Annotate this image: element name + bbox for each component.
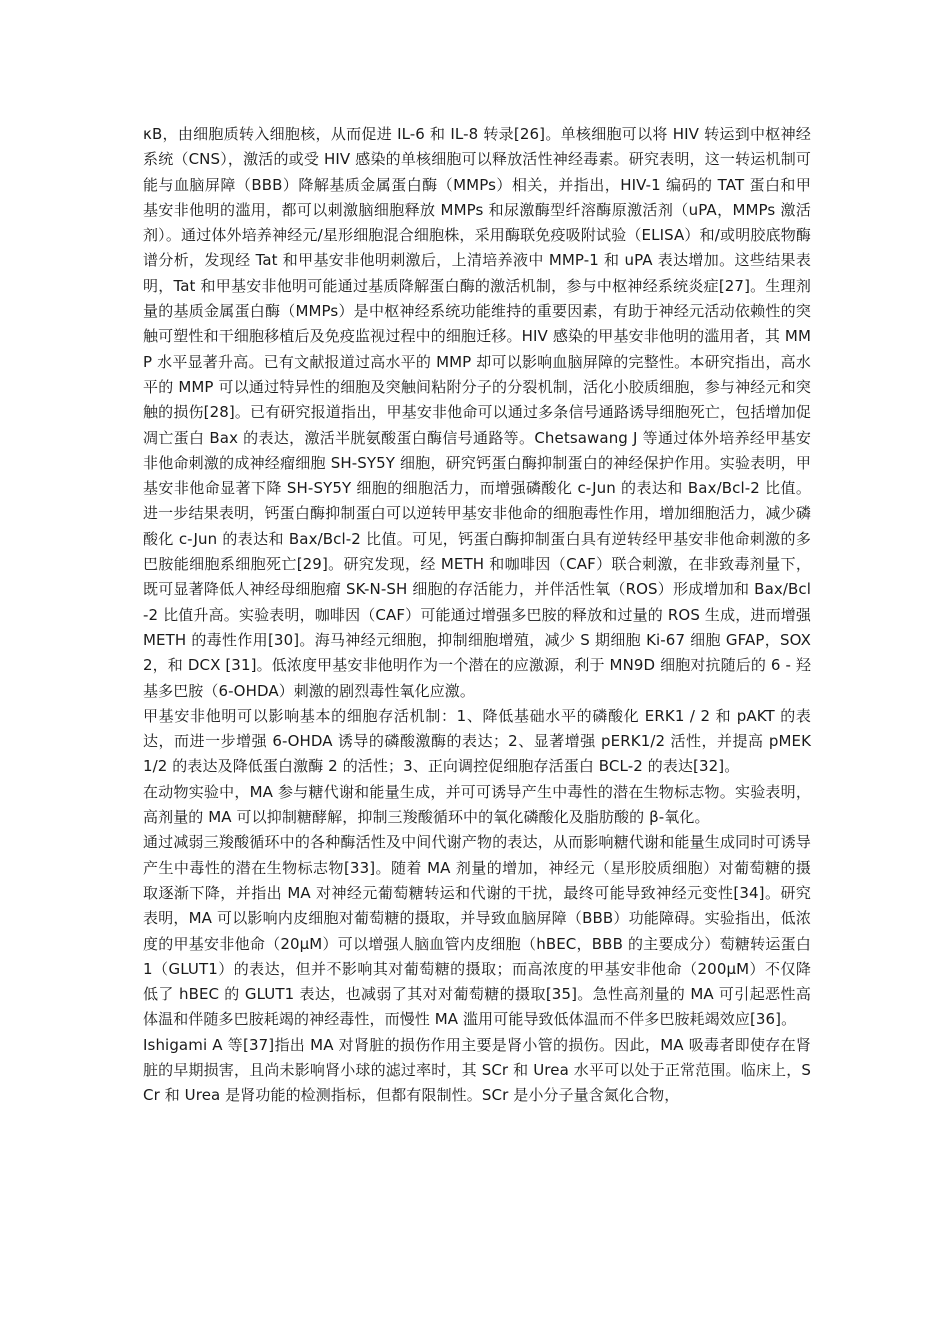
- paragraph-3: 在动物实验中，MA 参与糖代谢和能量生成，并可可诱导产生中毒性的潜在生物标志物。实验表明，高剂量的 MA 可以抑制糖酵解，抑制三羧酸循环中的氧化磷酸化及脂肪酸的 β-氧化。: [143, 782, 811, 827]
- body-text: [143, 122, 811, 1109]
- paragraph-5: Ishigami A 等[37]指出 MA 对肾脏的损伤作用主要是肾小管的损伤。因此，MA 吸毒者即使存在肾脏的早期损害，且尚未影响肾小球的滤过率时，其 SCr 和 Urea 水平可以处于正常范围。临床上，SCr 和 Urea 是肾功能的检测指标，但都有限制性。SCr 是小分子量含氮化合物，: [143, 1035, 811, 1105]
- paragraph-1: κB，由细胞质转入细胞核，从而促进 IL-6 和 IL-8 转录[26]。单核细胞可以将 HIV 转运到中枢神经系统（CNS），激活的或受 HIV 感染的单核细胞可以释放活性神经毒素。研究表明，这一转运机制可能与血脑屏障（BBB）降解基质金属蛋白酶（MMPs）相关，并指出，HIV-1 编码的 TAT 蛋白和甲基安非他明的滥用，都可以刺激脑细胞释放 MMPs 和尿激酶型纤溶酶原激活剂（uPA，MMPs 激活剂）。通过体外培养神经元/星形细胞混合细胞株，采用酶联免疫吸附试验（ELISA）和/或明胶底物酶谱分析，发现经 Tat 和甲基安非他明刺激后，上清培养液中 MMP-1 和 uPA 表达增加。这些结果表明，Tat 和甲基安非他明可能通过基质降解蛋白酶的激活机制，参与中枢神经系统炎症[27]。生理剂量的基质金属蛋白酶（MMPs）是中枢神经系统功能维持的重要因素，有助于神经元活动依赖性的突触可塑性和干细胞移植后及免疫监视过程中的细胞迁移。HIV 感染的甲基安非他明的滥用者，其 MMP 水平显著升高。已有文献报道过高水平的 MMP 却可以影响血脑屏障的完整性。本研究指出，高水平的 MMP 可以通过特异性的细胞及突触间粘附分子的分裂机制，活化小胶质细胞，参与神经元和突触的损伤[28]。已有研究报道指出，甲基安非他命可以通过多条信号通路诱导细胞死亡，包括增加促凋亡蛋白 Bax 的表达，激活半胱氨酸蛋白酶信号通路等。Chetsawang J 等通过体外培养经甲基安非他命刺激的成神经瘤细胞 SH-SY5Y 细胞，研究钙蛋白酶抑制蛋白的神经保护作用。实验表明，甲基安非他命显著下降 SH-SY5Y 细胞的细胞活力，而增强磷酸化 c-Jun 的表达和 Bax/Bcl-2 比值。进一步结果表明，钙蛋白酶抑制蛋白可以逆转甲基安非他命的细胞毒性作用，增加细胞活力，减少磷酸化 c-Jun 的表达和 Bax/Bcl-2 比值。可见，钙蛋白酶抑制蛋白具有逆转经甲基安非他命刺激的多巴胺能细胞系细胞死亡[29]。研究发现，经 METH 和咖啡因（CAF）联合刺激，在非致毒剂量下，既可显著降低人神经母细胞瘤 SK-N-SH 细胞的存活能力，并伴活性氧（ROS）形成增加和 Bax/Bcl-2 比值升高。实验表明，咖啡因（CAF）可能通过增强多巴胺的释放和过量的 ROS 生成，进而增强 METH 的毒性作用[30]。海马神经元细胞，抑制细胞增殖，减少 S 期细胞 Ki-67 细胞 GFAP，SOX2，和 DCX [31]。低浓度甲基安非他明作为一个潜在的应激源，利于 MN9D 细胞对抗随后的 6 - 羟基多巴胺（6-OHDA）刺激的剧烈毒性氧化应激。: [143, 125, 811, 700]
- paragraph-4: 通过减弱三羧酸循环中的各种酶活性及中间代谢产物的表达，从而影响糖代谢和能量生成同时可诱导产生中毒性的潜在生物标志物[33]。随着 MA 剂量的增加，神经元（星形胶质细胞）对葡萄糖的摄取逐渐下降，并指出 MA 对神经元葡萄糖转运和代谢的干扰，最终可能导致神经元变性[34]。研究表明，MA 可以影响内皮细胞对葡萄糖的摄取，并导致血脑屏障（BBB）功能障碍。实验指出，低浓度的甲基安非他命（20μM）可以增强人脑血管内皮细胞（hBEC，BBB 的主要成分）萄糖转运蛋白 1（GLUT1）的表达，但并不影响其对葡萄糖的摄取；而高浓度的甲基安非他命（200μM）不仅降低了 hBEC 的 GLUT1 表达，也减弱了其对对葡萄糖的摄取[35]。急性高剂量的 MA 可引起恶性高体温和伴随多巴胺耗竭的神经毒性，而慢性 MA 滥用可能导致低体温而不伴多巴胺耗竭效应[36]。: [143, 833, 811, 1029]
- paragraph-2: 甲基安非他明可以影响基本的细胞存活机制：1、降低基础水平的磷酸化 ERK1 / 2 和 pAKT 的表达，而进一步增强 6-OHDA 诱导的磷酸激酶的表达；2、显著增强 pERK1/2 活性，并提高 pMEK1/2 的表达及降低蛋白激酶 2 的活性；3、正向调控促细胞存活蛋白 BCL-2 的表达[32]。: [143, 706, 811, 776]
